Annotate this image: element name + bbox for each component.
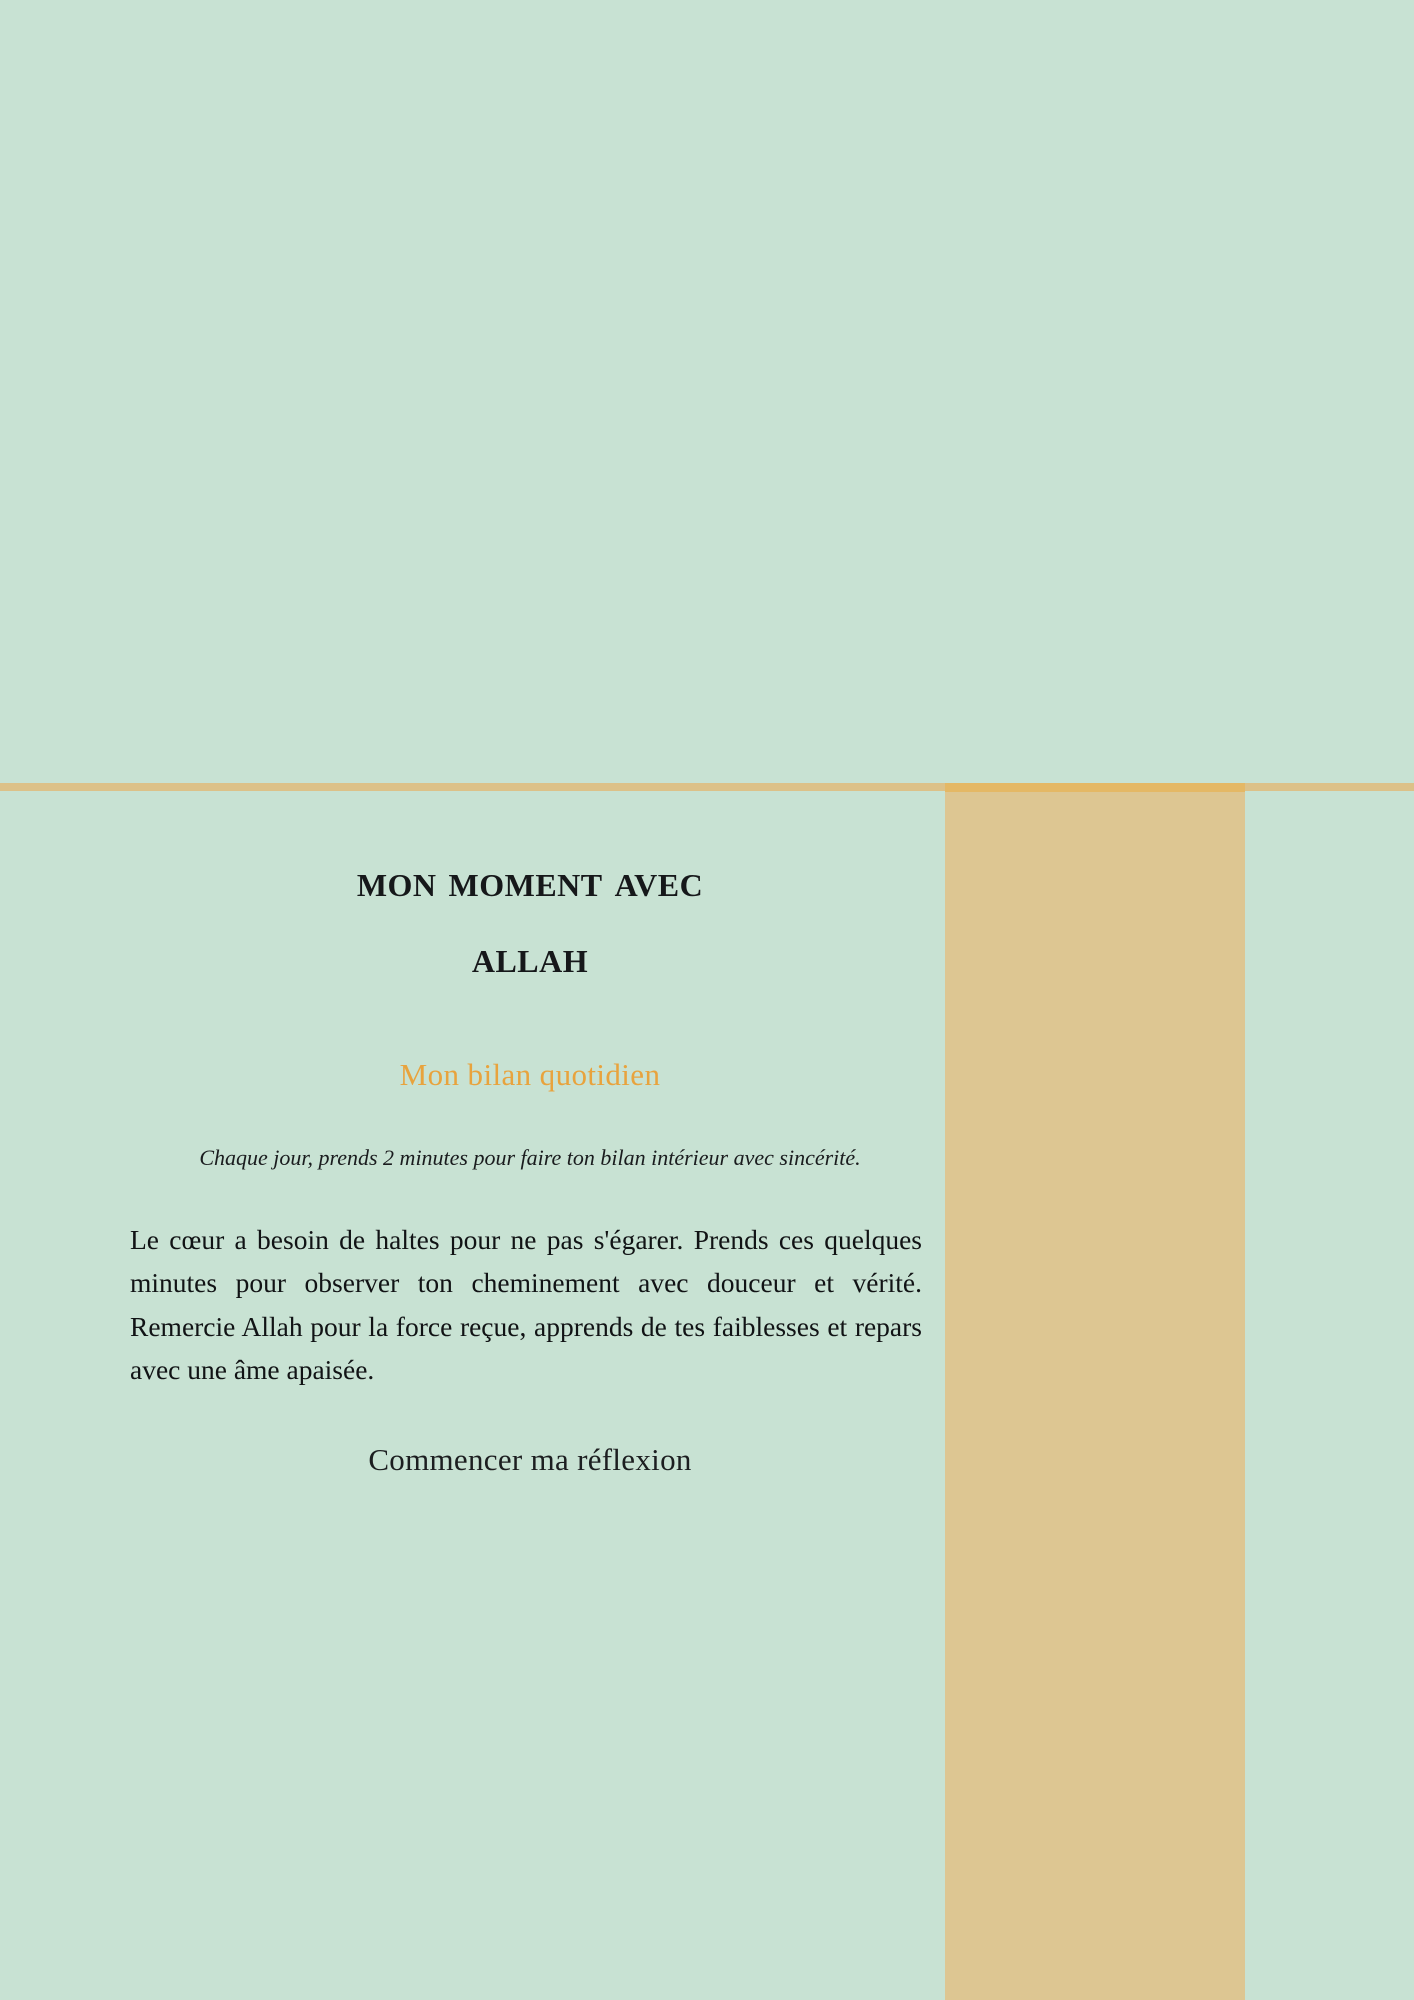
start-reflection-button[interactable]: Commencer ma réflexion	[130, 1392, 930, 1479]
top-blank-area	[0, 0, 1414, 783]
page-title-line-2: allah	[471, 930, 589, 982]
intro-lede-text: Chaque jour, prends 2 minutes pour faire ton bilan intérieur avec sincérité.	[199, 1144, 861, 1170]
gold-panel-top-accent	[945, 783, 1245, 792]
content-column	[130, 783, 930, 2000]
gold-side-panel	[945, 783, 1245, 2000]
body-paragraph: Le cœur a besoin de haltes pour ne pas s'égarer. Prends ces quelques minutes pour observer ton cheminement avec douceur et vérité. Remercie Allah pour la force reçue, apprends de tes faiblesses et repars avec une âme apaisée.	[130, 1223, 922, 1386]
page-title	[130, 783, 930, 995]
page-title-line-1: mon moment avec	[356, 855, 704, 906]
page-subtitle: Mon bilan quotidien	[399, 1056, 661, 1092]
